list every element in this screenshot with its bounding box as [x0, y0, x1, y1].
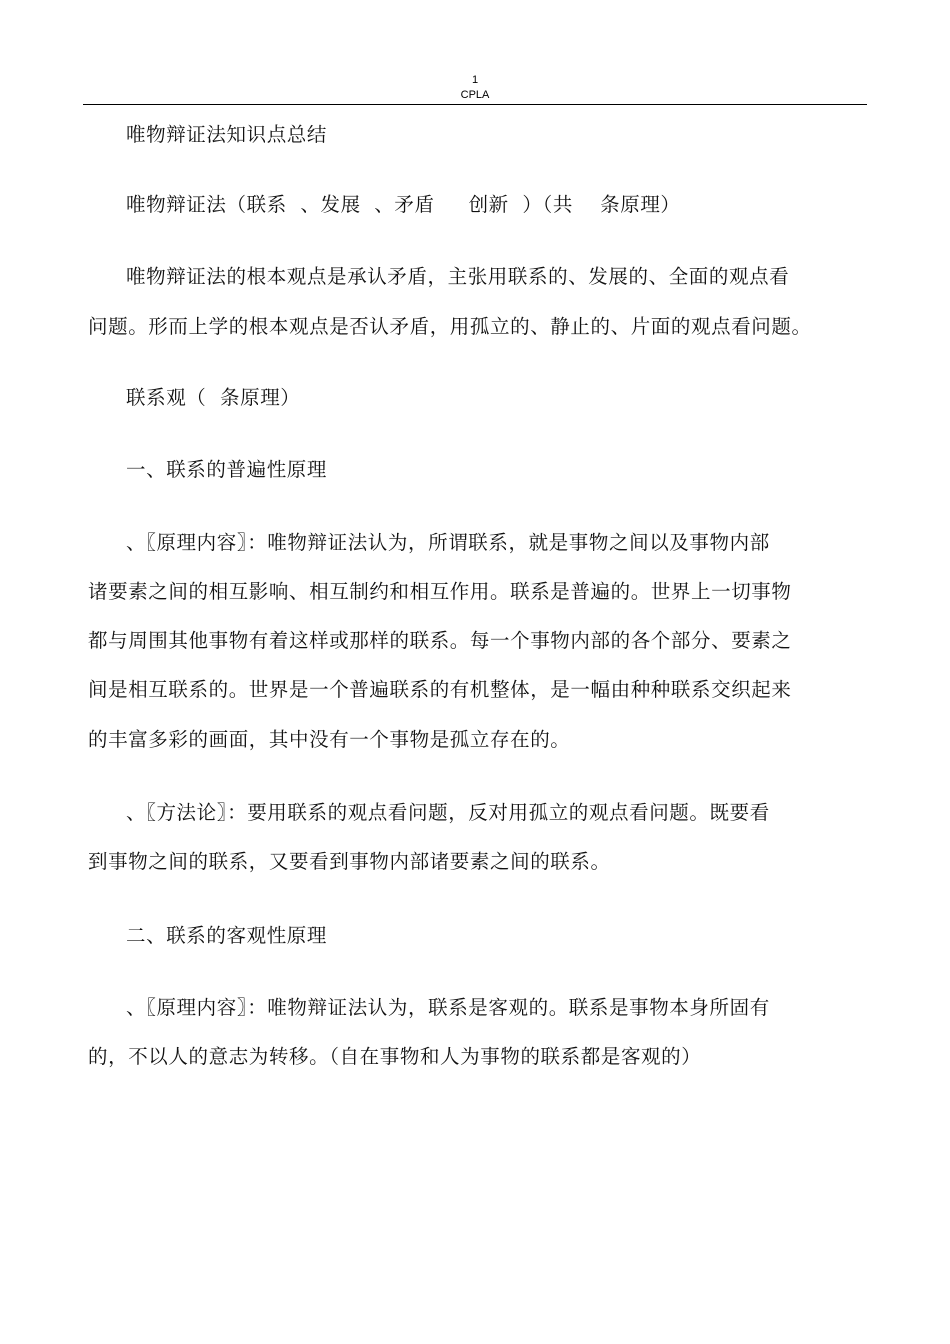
header-divider	[83, 104, 867, 105]
principle-heading: 二、联系的客观性原理	[126, 924, 328, 947]
principle-content-line: 、〖原理内容〗：唯物辩证法认为，联系是客观的。联系是事物本身所固有	[126, 996, 770, 1019]
principle-content-line: 都与周围其他事物有着这样或那样的联系。每一个事物内部的各个部分、要素之	[88, 629, 792, 652]
methodology-line: 、〖方法论〗：要用联系的观点看问题，反对用孤立的观点看问题。既要看	[126, 801, 770, 824]
principle-content-line: 的丰富多彩的画面，其中没有一个事物是孤立存在的。	[88, 728, 571, 751]
intro-paragraph-line: 唯物辩证法的根本观点是承认矛盾，主张用联系的、发展的、全面的观点看	[126, 265, 790, 288]
principle-content-line: 、〖原理内容〗：唯物辩证法认为，所谓联系，就是事物之间以及事物内部	[126, 531, 770, 554]
header-label: CPLA	[460, 89, 490, 101]
intro-paragraph-line: 问题。形而上学的根本观点是否认矛盾，用孤立的、静止的、片面的观点看问题。	[88, 315, 812, 338]
methodology-line: 到事物之间的联系，又要看到事物内部诸要素之间的联系。	[88, 850, 611, 873]
principle-content-line: 的，不以人的意志为转移。（自在事物和人为事物的联系都是客观的）	[88, 1045, 702, 1068]
document-title: 唯物辩证法知识点总结	[126, 123, 328, 146]
section-heading: 联系观（ 条原理）	[126, 386, 301, 409]
principle-content-line: 诸要素之间的相互影响、相互制约和相互作用。联系是普遍的。世界上一切事物	[88, 580, 792, 603]
page-number: 1	[471, 74, 479, 86]
principle-heading: 一、联系的普遍性原理	[126, 458, 328, 481]
principle-content-line: 间是相互联系的。世界是一个普遍联系的有机整体，是一幅由种种联系交织起来	[88, 678, 792, 701]
page-header	[83, 73, 867, 103]
overview-line: 唯物辩证法（联系 、发展 、矛盾 创新 ）（共 条原理）	[126, 193, 681, 216]
